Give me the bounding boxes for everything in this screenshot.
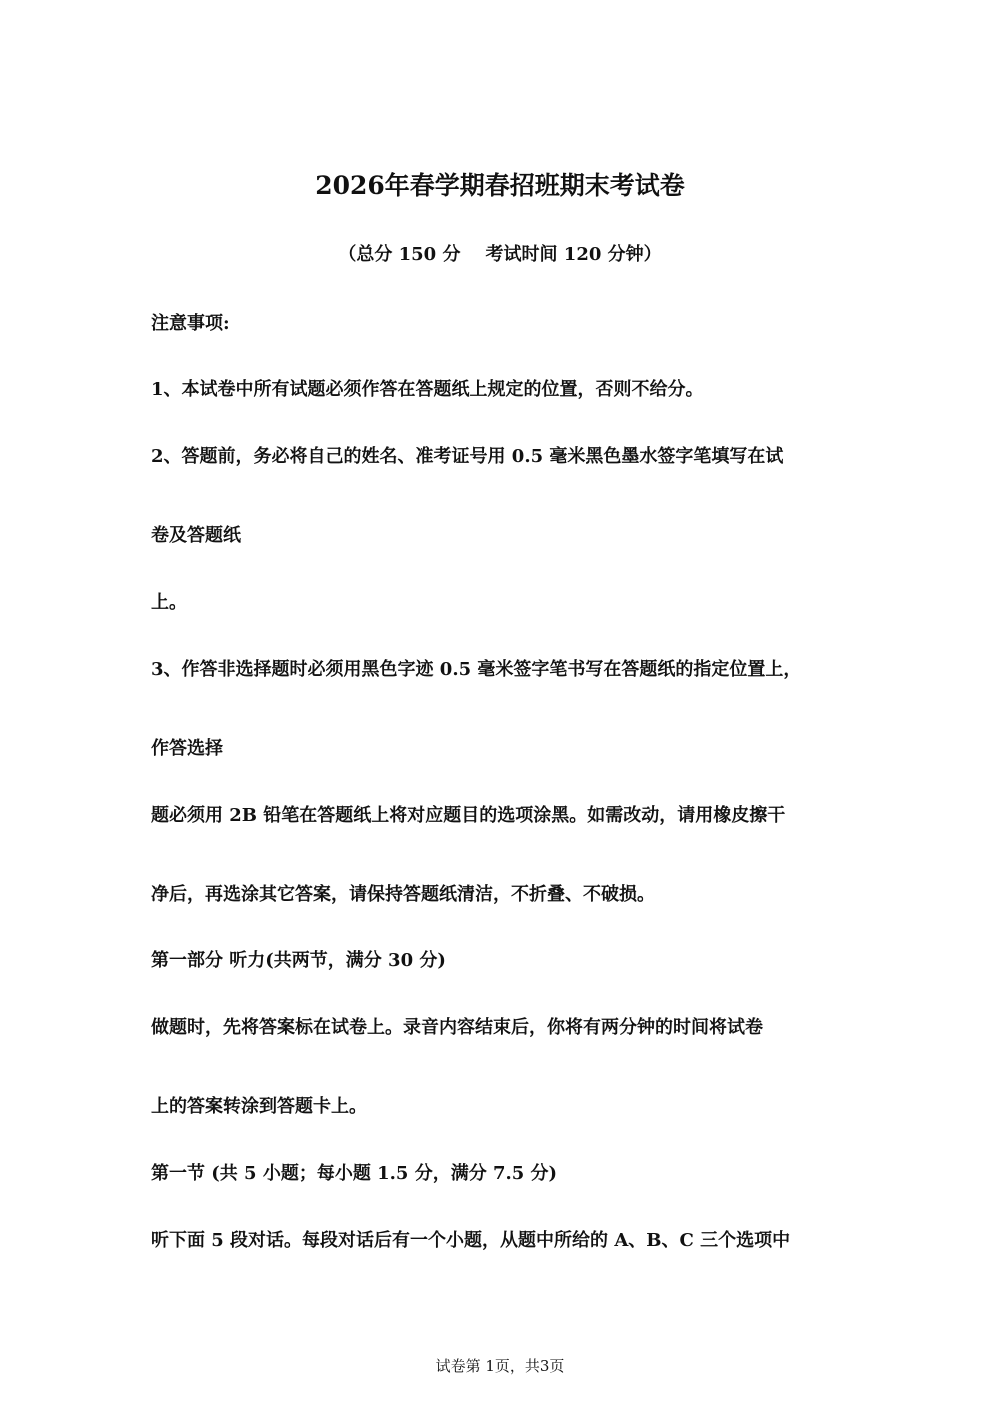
notice-item-3-line-3: 题必须用 2B 铅笔在答题纸上将对应题目的选项涂黑。如需改动，请用橡皮擦干 bbox=[151, 805, 786, 826]
page-footer: 试卷第 1页，共3页 bbox=[435, 1357, 565, 1375]
notice-item-2-line-1: 2、答题前，务必将自己的姓名、准考证号用 0.5 毫米黑色墨水签字笔填写在试 bbox=[151, 446, 784, 467]
section-one-heading: 第一节 (共 5 小题；每小题 1.5 分，满分 7.5 分) bbox=[151, 1163, 558, 1184]
notice-item-3-line-2: 作答选择 bbox=[151, 738, 223, 759]
exam-subtitle: （总分 150 分 考试时间 120 分钟） bbox=[338, 244, 662, 265]
notice-item-2-line-2: 卷及答题纸 bbox=[151, 525, 241, 546]
part-one-instruction-line-2: 上的答案转涂到答题卡上。 bbox=[151, 1096, 367, 1117]
part-one-instruction-line-1: 做题时，先将答案标在试卷上。录音内容结束后，你将有两分钟的时间将试卷 bbox=[151, 1017, 763, 1038]
part-one-heading: 第一部分 听力(共两节，满分 30 分) bbox=[151, 950, 446, 971]
section-one-instruction: 听下面 5 段对话。每段对话后有一个小题，从题中所给的 A、B、C 三个选项中 bbox=[151, 1230, 791, 1251]
notice-item-3-line-4: 净后，再选涂其它答案，请保持答题纸清洁，不折叠、不破损。 bbox=[151, 884, 655, 905]
exam-title: 2026年春学期春招班期末考试卷 bbox=[315, 171, 685, 200]
notice-item-1: 1、本试卷中所有试题必须作答在答题纸上规定的位置，否则不给分。 bbox=[151, 379, 704, 400]
notice-heading: 注意事项: bbox=[151, 313, 230, 334]
notice-item-3-line-1: 3、作答非选择题时必须用黑色字迹 0.5 毫米签字笔书写在答题纸的指定位置上， bbox=[151, 659, 802, 680]
notice-item-2-line-3: 上。 bbox=[151, 592, 187, 613]
